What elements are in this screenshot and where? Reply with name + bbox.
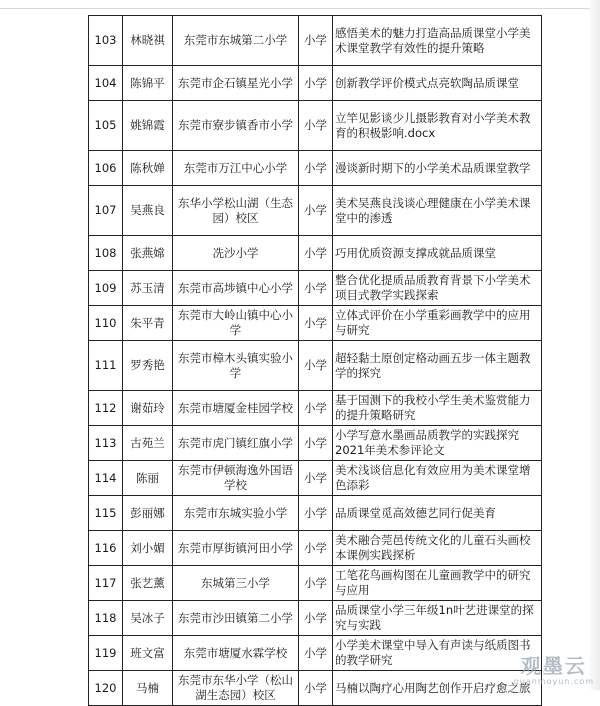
author-name-cell: 刘小媚	[123, 531, 173, 566]
table-row	[89, 236, 542, 271]
row-number-cell: 111	[89, 341, 123, 391]
school-cell: 东城第三小学	[173, 566, 299, 601]
row-number-cell: 113	[89, 426, 123, 461]
author-name-cell: 班文富	[123, 636, 173, 671]
level-cell: 小学	[299, 186, 333, 236]
award-table	[88, 15, 542, 706]
author-name-cell: 马楠	[123, 671, 173, 706]
school-cell: 东莞市伊顿海逸外国语学校	[173, 461, 299, 496]
level-cell: 小学	[299, 636, 333, 671]
table-row	[89, 101, 542, 151]
author-name-cell: 朱平青	[123, 306, 173, 341]
row-number-cell: 118	[89, 601, 123, 636]
author-name-cell: 谢茹玲	[123, 391, 173, 426]
page-edge-shadow	[590, 0, 600, 690]
table-row	[89, 566, 542, 601]
page-top-rule	[0, 8, 600, 9]
paper-title-cell: 工笔花鸟画构图在儿童画教学中的研究与应用	[333, 566, 542, 601]
paper-title-cell: 品质课堂觅高效德艺同行促美育	[333, 496, 542, 531]
table-row	[89, 16, 542, 66]
row-number-cell: 104	[89, 66, 123, 101]
paper-title-cell: 美术融合莞邑传统文化的儿童石头画校本课例实践探析	[333, 531, 542, 566]
author-name-cell: 陈锦平	[123, 66, 173, 101]
school-cell: 东莞市东华小学（松山湖生态园）校区	[173, 671, 299, 706]
table-row	[89, 271, 542, 306]
row-number-cell: 105	[89, 101, 123, 151]
author-name-cell: 张艺薰	[123, 566, 173, 601]
table-row	[89, 636, 542, 671]
table-row	[89, 186, 542, 236]
school-cell: 冼沙小学	[173, 236, 299, 271]
school-cell: 东莞市沙田镇第二小学	[173, 601, 299, 636]
level-cell: 小学	[299, 391, 333, 426]
row-number-cell: 110	[89, 306, 123, 341]
row-number-cell: 108	[89, 236, 123, 271]
row-number-cell: 115	[89, 496, 123, 531]
level-cell: 小学	[299, 151, 333, 186]
paper-title-cell: 美术吴燕良浅谈心理健康在小学美术课堂中的渗透	[333, 186, 542, 236]
paper-title-cell: 立竿见影谈少儿摄影教育对小学美术教育的积极影响.docx	[333, 101, 542, 151]
level-cell: 小学	[299, 66, 333, 101]
paper-title-cell: 美术浅谈信息化有效应用为美术课堂增色添彩	[333, 461, 542, 496]
row-number-cell: 107	[89, 186, 123, 236]
school-cell: 东莞市万江中心小学	[173, 151, 299, 186]
table-row	[89, 391, 542, 426]
table-row	[89, 151, 542, 186]
level-cell: 小学	[299, 671, 333, 706]
watermark-main-text: 观墨云	[520, 654, 587, 678]
school-cell: 东莞市高埗镇中心小学	[173, 271, 299, 306]
row-number-cell: 103	[89, 16, 123, 66]
level-cell: 小学	[299, 461, 333, 496]
table-row	[89, 461, 542, 496]
paper-title-cell: 立体式评价在小学重彩画教学中的应用与研究	[333, 306, 542, 341]
row-number-cell: 119	[89, 636, 123, 671]
level-cell: 小学	[299, 566, 333, 601]
level-cell: 小学	[299, 601, 333, 636]
row-number-cell: 109	[89, 271, 123, 306]
level-cell: 小学	[299, 341, 333, 391]
paper-title-cell: 感悟美术的魅力打造高品质课堂小学美术课堂教学有效性的提升策略	[333, 16, 542, 66]
paper-title-cell: 超轻黏土原创定格动画五步一体主题教学的探究	[333, 341, 542, 391]
paper-title-cell: 品质课堂小学三年级1n叶艺进课堂的探究与实践	[333, 601, 542, 636]
row-number-cell: 117	[89, 566, 123, 601]
level-cell: 小学	[299, 16, 333, 66]
school-cell: 东莞市塘厦水霖学校	[173, 636, 299, 671]
table-row	[89, 66, 542, 101]
table-row	[89, 601, 542, 636]
level-cell: 小学	[299, 531, 333, 566]
school-cell: 东莞市塘厦金桂园学校	[173, 391, 299, 426]
school-cell: 东莞市东城实验小学	[173, 496, 299, 531]
row-number-cell: 116	[89, 531, 123, 566]
author-name-cell: 陈秋婵	[123, 151, 173, 186]
table-row	[89, 496, 542, 531]
paper-title-cell: 创新教学评价模式点亮软陶品质课堂	[333, 66, 542, 101]
watermark-logo	[514, 655, 594, 686]
school-cell: 东莞市大岭山镇中心小学	[173, 306, 299, 341]
level-cell: 小学	[299, 236, 333, 271]
author-name-cell: 古苑兰	[123, 426, 173, 461]
table-body	[89, 16, 542, 706]
school-cell: 东莞市厚街镇河田小学	[173, 531, 299, 566]
author-name-cell: 吴冰子	[123, 601, 173, 636]
school-cell: 东莞市东城第二小学	[173, 16, 299, 66]
table-row	[89, 306, 542, 341]
paper-title-cell: 整合优化提质品质教育背景下小学美术项目式教学实践探索	[333, 271, 542, 306]
paper-title-cell: 巧用优质资源支撑成就品质课堂	[333, 236, 542, 271]
paper-title-cell: 基于国测下的我校小学生美术鉴赏能力的提升策略研究	[333, 391, 542, 426]
author-name-cell: 张燕嫦	[123, 236, 173, 271]
author-name-cell: 林晓祺	[123, 16, 173, 66]
level-cell: 小学	[299, 426, 333, 461]
author-name-cell: 吴燕良	[123, 186, 173, 236]
row-number-cell: 106	[89, 151, 123, 186]
school-cell: 东莞市虎门镇红旗小学	[173, 426, 299, 461]
paper-title-cell: 马楠以陶疗心用陶艺创作开启疗愈之旅	[333, 671, 542, 706]
level-cell: 小学	[299, 496, 333, 531]
school-cell: 东莞市樟木头镇实验小学	[173, 341, 299, 391]
row-number-cell: 120	[89, 671, 123, 706]
author-name-cell: 苏玉清	[123, 271, 173, 306]
watermark-sub-text: guanmoyun.com	[513, 677, 594, 686]
table-row	[89, 531, 542, 566]
level-cell: 小学	[299, 101, 333, 151]
author-name-cell: 姚锦霞	[123, 101, 173, 151]
paper-title-cell: 小学写意水墨画品质教学的实践探究2021年美术参评论文	[333, 426, 542, 461]
level-cell: 小学	[299, 306, 333, 341]
level-cell: 小学	[299, 271, 333, 306]
author-name-cell: 彭丽娜	[123, 496, 173, 531]
paper-title-cell: 漫谈新时期下的小学美术品质课堂教学	[333, 151, 542, 186]
author-name-cell: 陈丽	[123, 461, 173, 496]
school-cell: 东华小学松山湖（生态园）校区	[173, 186, 299, 236]
paper-title-cell: 小学美术课堂中导入有声读与纸质图书的教学研究	[333, 636, 542, 671]
school-cell: 东莞市寮步镇香市小学	[173, 101, 299, 151]
table-row	[89, 426, 542, 461]
author-name-cell: 罗秀艳	[123, 341, 173, 391]
school-cell: 东莞市企石镇星光小学	[173, 66, 299, 101]
row-number-cell: 112	[89, 391, 123, 426]
table-row	[89, 341, 542, 391]
table-row	[89, 671, 542, 706]
row-number-cell: 114	[89, 461, 123, 496]
